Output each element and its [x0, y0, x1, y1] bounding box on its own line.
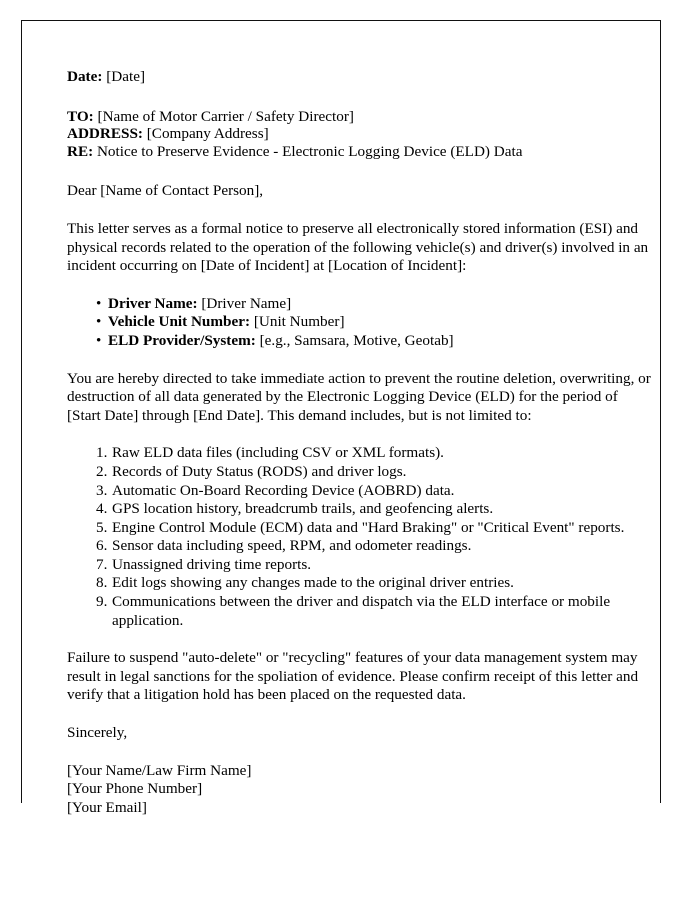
subject-value: [Driver Name]: [201, 294, 292, 312]
intro-paragraph: This letter serves as a formal notice to preserve all electronically stored information (ESI) and physical records related to the operation of the following vehicle(s) and driver(s) involved in an incident occurring on [Date of Incident] at [Location of Incident]:: [67, 219, 649, 275]
date-label: Date:: [67, 68, 103, 85]
list-item: Automatic On-Board Recording Device (AOBRD) data.: [112, 481, 455, 499]
date-line: [67, 68, 655, 86]
subject-label: Vehicle Unit Number:: [108, 313, 251, 331]
spacer: [67, 743, 655, 762]
list-item: GPS location history, breadcrumb trails, and geofencing alerts.: [112, 500, 494, 518]
directive-paragraph: You are hereby directed to take immediate action to prevent the routine deletion, overwriting, or destruction of all data generated by the Electronic Logging Device (ELD) for the period of [Start Date] through [End Date]. This demand includes, but is not limited to:: [67, 369, 651, 424]
address-label: ADDRESS:: [67, 125, 143, 143]
recipient-block: [67, 108, 655, 161]
spacer: [67, 425, 655, 444]
list-item: Raw ELD data files (including CSV or XML formats).: [112, 444, 444, 462]
signature-line: [Your Phone Number]: [67, 780, 203, 798]
spacer: [67, 351, 655, 370]
spacer: [67, 201, 655, 220]
warning-paragraph: Failure to suspend "auto-delete" or "recycling" features of your data management system may result in legal sanctions for the spoliation of evidence. Please confirm receipt of this letter and verify that a litigation hold has been placed on the requested data.: [67, 649, 639, 704]
re-label: RE:: [67, 142, 94, 160]
signature-line: [Your Name/Law Firm Name]: [67, 761, 252, 779]
subject-value: [e.g., Samsara, Motive, Geotab]: [259, 331, 454, 349]
spacer: [67, 705, 655, 724]
spacer: [67, 630, 655, 649]
list-item: Sensor data including speed, RPM, and odometer readings.: [112, 537, 472, 555]
address-line: [67, 125, 655, 143]
address-value: [Company Address]: [146, 125, 269, 143]
closing: Sincerely,: [67, 724, 128, 742]
spacer: [67, 276, 655, 295]
subject-label: ELD Provider/System:: [108, 331, 256, 349]
list-item: Records of Duty Status (RODS) and driver logs.: [112, 462, 407, 480]
subject-value: [Unit Number]: [253, 313, 345, 331]
demand-list: [67, 444, 655, 630]
subject-label: Driver Name:: [108, 294, 198, 312]
signature-block: [67, 762, 655, 818]
list-item: [67, 332, 655, 351]
to-line: [67, 108, 655, 126]
letter-body: [67, 68, 655, 817]
list-item: Unassigned driving time reports.: [112, 555, 312, 573]
to-value: [Name of Motor Carrier / Safety Director]: [97, 107, 354, 125]
to-label: TO:: [67, 107, 94, 125]
spacer: [67, 86, 655, 108]
re-line: [67, 143, 655, 161]
list-item: [67, 313, 655, 332]
list-item: Engine Control Module (ECM) data and "Hard Braking" or "Critical Event" reports.: [112, 518, 625, 536]
spacer: [67, 160, 655, 182]
list-item: [67, 295, 655, 314]
list-item: Edit logs showing any changes made to the original driver entries.: [112, 574, 514, 592]
subject-list: [67, 295, 655, 351]
salutation: Dear [Name of Contact Person],: [67, 182, 264, 200]
document-page-frame: [21, 20, 661, 816]
signature-line: [Your Email]: [67, 798, 147, 816]
date-value: [Date]: [106, 68, 146, 85]
re-value: Notice to Preserve Evidence - Electronic Logging Device (ELD) Data: [96, 142, 523, 160]
list-item: Communications between the driver and dispatch via the ELD interface or mobile application.: [112, 593, 611, 629]
